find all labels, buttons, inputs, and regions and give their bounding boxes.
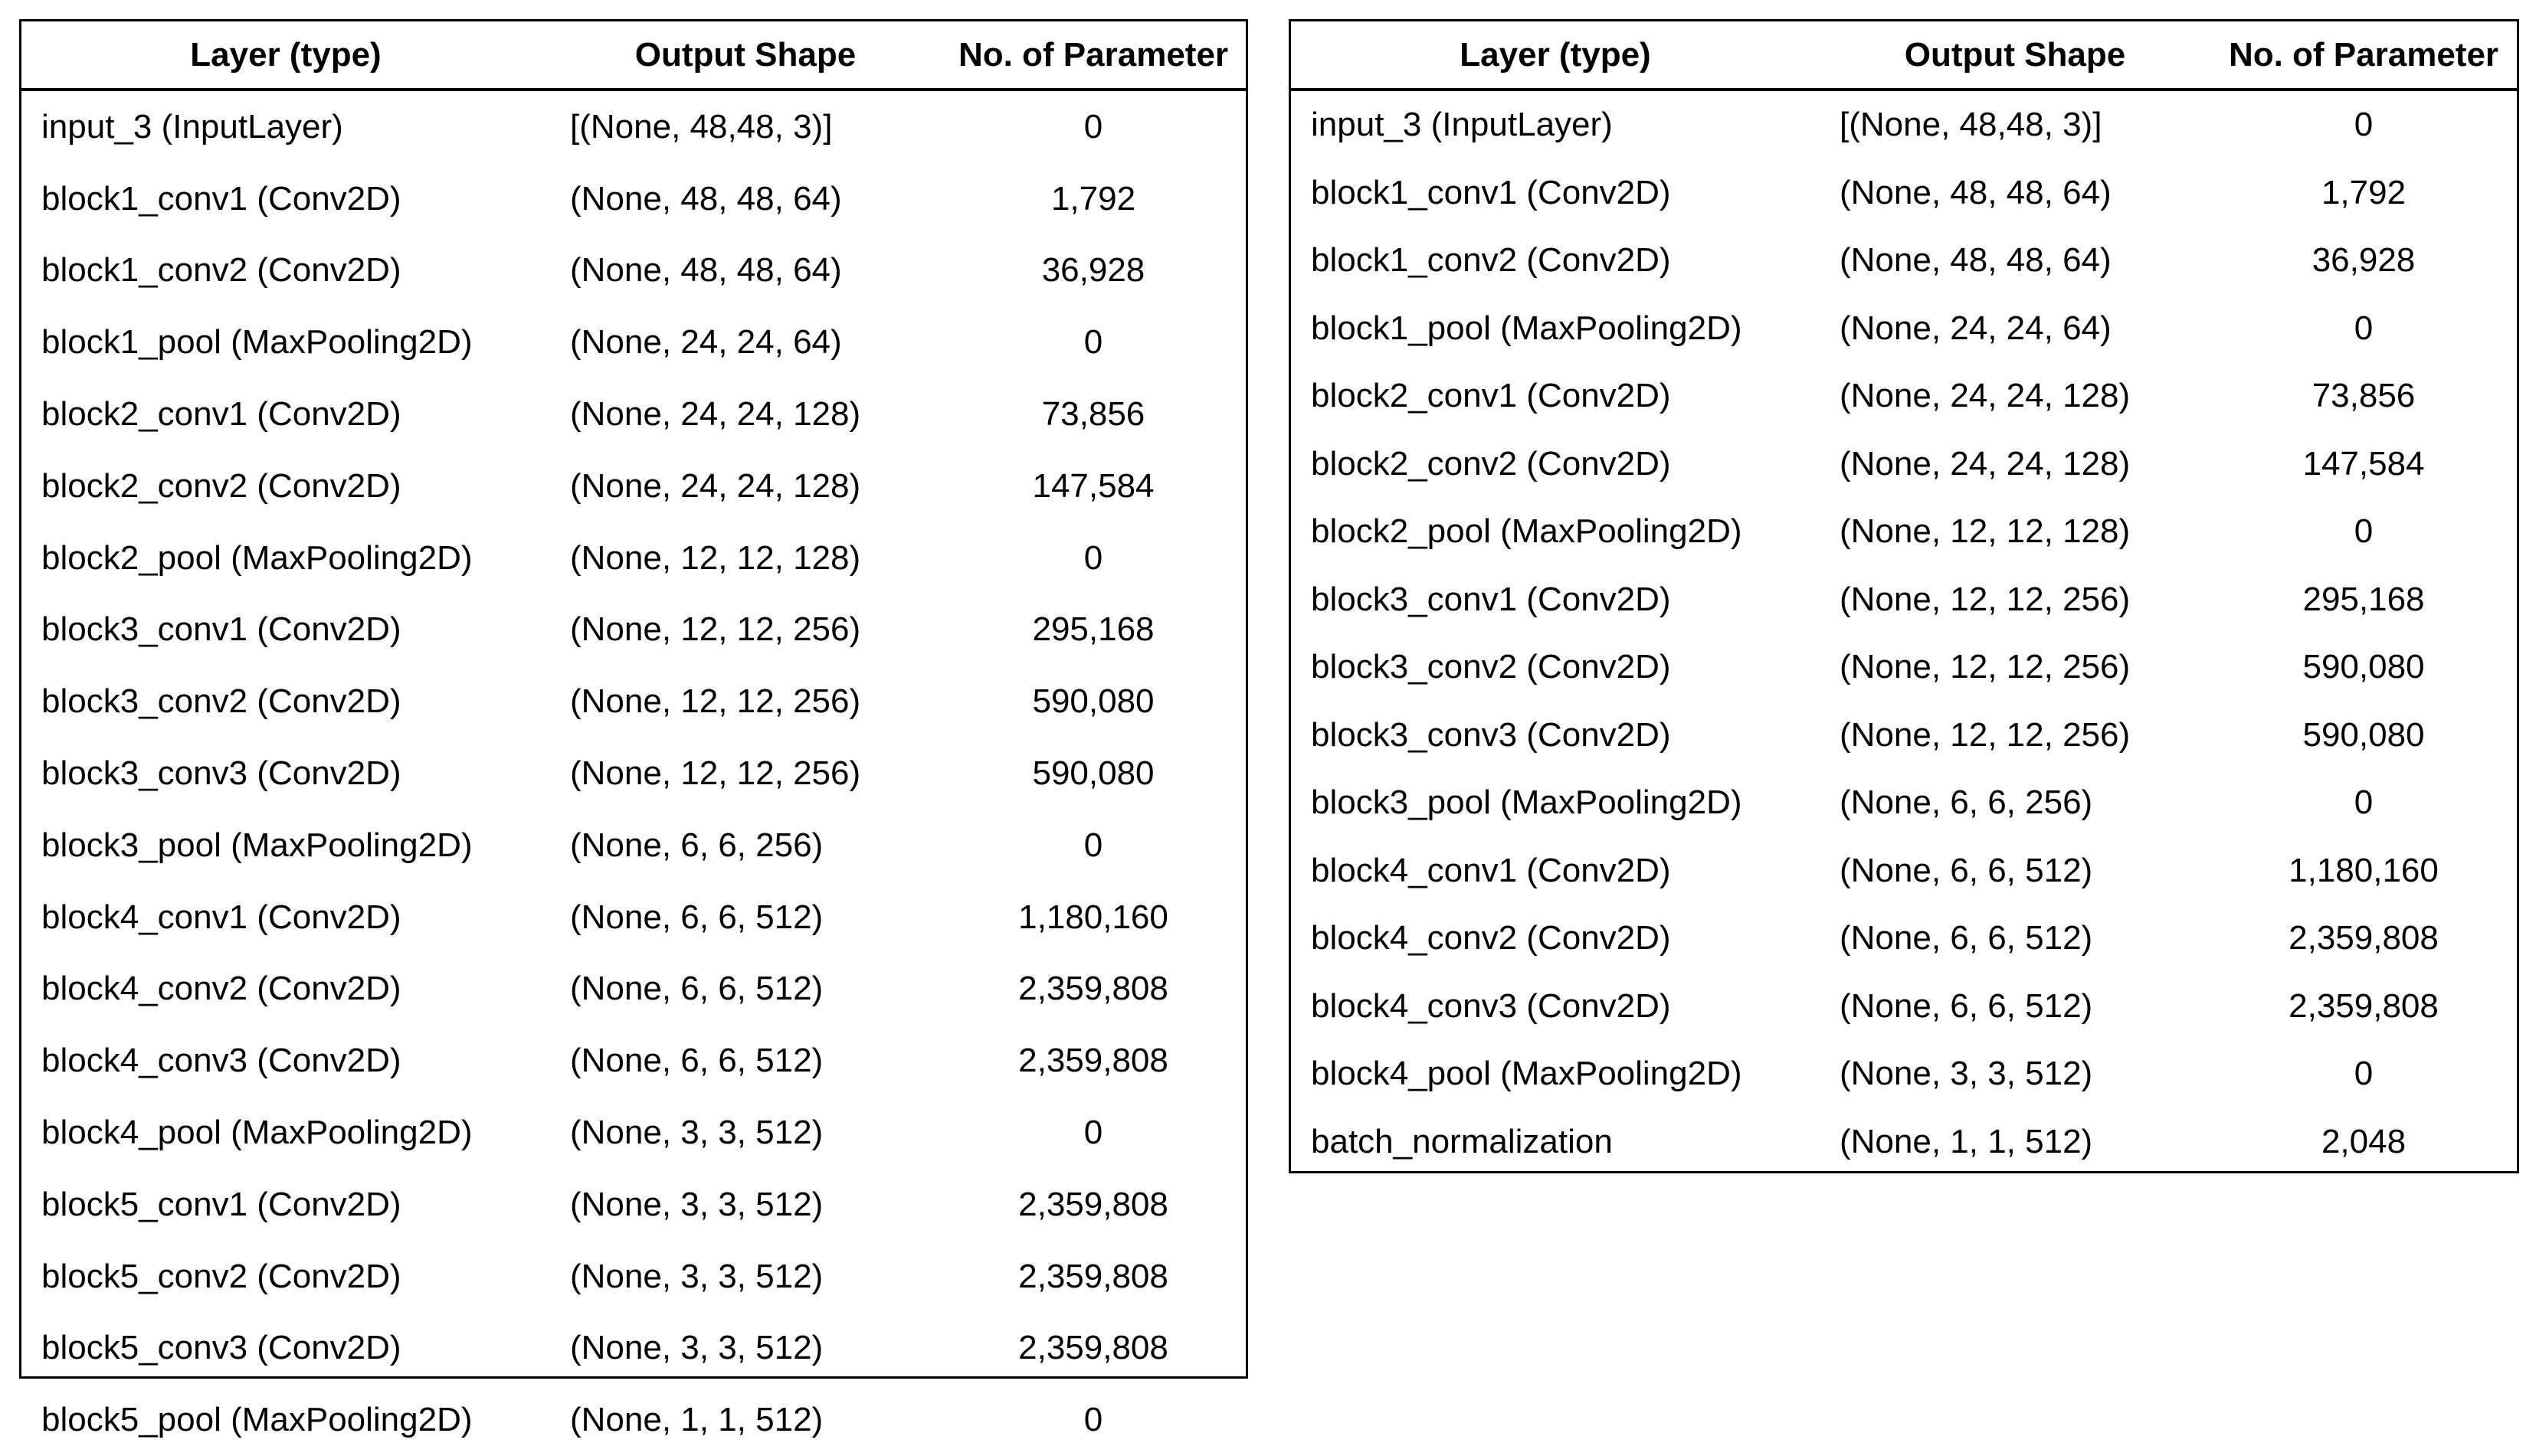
table-row (1291, 905, 2517, 973)
layer-name: block1_conv2 (Conv2D) (41, 251, 401, 290)
table-row (1291, 633, 2517, 702)
layer-name: block1_pool (MaxPooling2D) (41, 323, 473, 362)
header-parameters: No. of Parameter (958, 35, 1229, 74)
param-count: 36,928 (2312, 241, 2416, 280)
output-shape: (None, 12, 12, 256) (1840, 580, 2131, 618)
param-count: 147,584 (2302, 444, 2425, 483)
output-shape: (None, 12, 12, 256) (570, 610, 861, 649)
table-row (21, 666, 1246, 738)
header-parameters: No. of Parameter (2228, 35, 2499, 74)
layer-name: block1_conv1 (Conv2D) (1311, 173, 1671, 211)
table-row (21, 1097, 1246, 1169)
layer-name: block2_pool (MaxPooling2D) (1311, 512, 1742, 551)
param-count: 147,584 (1032, 466, 1155, 505)
layer-name: block2_pool (MaxPooling2D) (41, 538, 473, 577)
table-row (21, 1169, 1246, 1241)
table-row (21, 306, 1246, 378)
output-shape: (None, 3, 3, 512) (570, 1329, 824, 1367)
param-count: 0 (2354, 784, 2374, 822)
header-layer-type: Layer (type) (190, 35, 382, 74)
layer-name: block3_conv1 (Conv2D) (41, 610, 401, 649)
param-count: 295,168 (1032, 610, 1155, 649)
layer-name: block4_conv2 (Conv2D) (1311, 919, 1671, 957)
layer-name: block5_conv2 (Conv2D) (41, 1257, 401, 1295)
output-shape: (None, 6, 6, 256) (1840, 784, 2093, 822)
layer-name: input_3 (InputLayer) (41, 107, 343, 146)
layer-name: block4_conv2 (Conv2D) (41, 970, 401, 1008)
layer-name: block5_pool (MaxPooling2D) (41, 1401, 473, 1439)
table-header (21, 21, 1246, 91)
layer-name: block5_conv3 (Conv2D) (41, 1329, 401, 1367)
output-shape: (None, 12, 12, 128) (1840, 512, 2131, 551)
table-row (21, 882, 1246, 954)
table-row (21, 594, 1246, 666)
output-shape: (None, 6, 6, 512) (570, 970, 824, 1008)
right-model-summary-table (1289, 19, 2519, 1173)
param-count: 0 (1083, 107, 1103, 146)
output-shape: (None, 12, 12, 256) (1840, 715, 2131, 754)
header-output-shape: Output Shape (1904, 35, 2126, 74)
param-count: 0 (1083, 538, 1103, 577)
table-row (21, 810, 1246, 882)
layer-name: block3_conv3 (Conv2D) (1311, 715, 1671, 754)
output-shape: (None, 6, 6, 512) (1840, 851, 2093, 889)
param-count: 0 (1083, 826, 1103, 864)
table-row (1291, 769, 2517, 837)
table-row (21, 450, 1246, 522)
table-row (21, 1313, 1246, 1385)
layer-name: block2_conv1 (Conv2D) (41, 395, 401, 434)
output-shape: (None, 24, 24, 128) (570, 395, 861, 434)
output-shape: (None, 12, 12, 128) (570, 538, 861, 577)
param-count: 2,048 (2321, 1122, 2407, 1160)
param-count: 590,080 (1032, 682, 1155, 721)
param-count: 1,180,160 (1018, 898, 1168, 936)
param-count: 2,359,808 (1018, 1257, 1168, 1295)
param-count: 2,359,808 (1018, 1042, 1168, 1080)
output-shape: (None, 3, 3, 512) (1840, 1055, 2093, 1093)
layer-name: block1_conv2 (Conv2D) (1311, 241, 1671, 280)
output-shape: (None, 3, 3, 512) (570, 1185, 824, 1223)
output-shape: (None, 48, 48, 64) (570, 251, 842, 290)
layer-name: block2_conv1 (Conv2D) (1311, 377, 1671, 415)
table-row (1291, 1108, 2517, 1176)
layer-name: block5_conv1 (Conv2D) (41, 1185, 401, 1223)
param-count: 0 (2354, 309, 2374, 347)
param-count: 295,168 (2302, 580, 2425, 618)
layer-name: block4_conv3 (Conv2D) (41, 1042, 401, 1080)
param-count: 0 (1083, 1401, 1103, 1439)
table-row (1291, 702, 2517, 770)
output-shape: (None, 24, 24, 64) (1840, 309, 2112, 347)
layer-name: block3_pool (MaxPooling2D) (41, 826, 473, 864)
table-row (21, 1025, 1246, 1097)
param-count: 2,359,808 (1018, 1185, 1168, 1223)
param-count: 2,359,808 (1018, 970, 1168, 1008)
table-row (1291, 430, 2517, 499)
table-row (1291, 498, 2517, 566)
table-header (1291, 21, 2517, 91)
param-count: 1,792 (1050, 179, 1136, 218)
table-row (1291, 91, 2517, 159)
output-shape: (None, 12, 12, 256) (570, 754, 861, 793)
layer-name: block3_conv2 (Conv2D) (1311, 648, 1671, 686)
param-count: 590,080 (2302, 715, 2425, 754)
table-row (1291, 159, 2517, 227)
param-count: 73,856 (1041, 395, 1145, 434)
table-row (1291, 295, 2517, 363)
output-shape: (None, 3, 3, 512) (570, 1257, 824, 1295)
layer-name: block4_pool (MaxPooling2D) (41, 1114, 473, 1152)
param-count: 590,080 (2302, 648, 2425, 686)
output-shape: (None, 6, 6, 512) (570, 898, 824, 936)
output-shape: (None, 6, 6, 512) (1840, 986, 2093, 1025)
layer-name: batch_normalization (1311, 1122, 1613, 1160)
layer-name: input_3 (InputLayer) (1311, 106, 1613, 144)
table-row (1291, 837, 2517, 905)
param-count: 36,928 (1041, 251, 1145, 290)
output-shape: (None, 24, 24, 128) (1840, 377, 2131, 415)
param-count: 73,856 (2312, 377, 2416, 415)
param-count: 0 (2354, 1055, 2374, 1093)
output-shape: (None, 12, 12, 256) (570, 682, 861, 721)
layer-name: block2_conv2 (Conv2D) (1311, 444, 1671, 483)
output-shape: (None, 24, 24, 128) (1840, 444, 2131, 483)
output-shape: (None, 12, 12, 256) (1840, 648, 2131, 686)
table-row (21, 522, 1246, 594)
param-count: 1,792 (2321, 173, 2407, 211)
layer-name: block3_conv2 (Conv2D) (41, 682, 401, 721)
header-output-shape: Output Shape (634, 35, 857, 74)
layer-name: block4_conv1 (Conv2D) (41, 898, 401, 936)
param-count: 1,180,160 (2289, 851, 2439, 889)
layer-name: block3_pool (MaxPooling2D) (1311, 784, 1742, 822)
table-row (21, 91, 1246, 163)
layer-name: block4_pool (MaxPooling2D) (1311, 1055, 1742, 1093)
param-count: 2,359,808 (2289, 986, 2439, 1025)
output-shape: (None, 24, 24, 128) (570, 466, 861, 505)
output-shape: (None, 24, 24, 64) (570, 323, 842, 362)
table-row (21, 235, 1246, 307)
param-count: 590,080 (1032, 754, 1155, 793)
output-shape: (None, 48, 48, 64) (570, 179, 842, 218)
param-count: 0 (2354, 106, 2374, 144)
layer-name: block3_conv3 (Conv2D) (41, 754, 401, 793)
table-row (1291, 973, 2517, 1041)
table-row (21, 738, 1246, 810)
output-shape: [(None, 48,48, 3)] (570, 107, 833, 146)
layer-name: block4_conv1 (Conv2D) (1311, 851, 1671, 889)
table-row (21, 954, 1246, 1026)
table-row (21, 378, 1246, 450)
layer-name: block1_pool (MaxPooling2D) (1311, 309, 1742, 347)
output-shape: (None, 3, 3, 512) (570, 1114, 824, 1152)
layer-name: block3_conv1 (Conv2D) (1311, 580, 1671, 618)
header-layer-type: Layer (type) (1460, 35, 1651, 74)
layer-name: block2_conv2 (Conv2D) (41, 466, 401, 505)
output-shape: [(None, 48,48, 3)] (1840, 106, 2102, 144)
output-shape: (None, 6, 6, 512) (1840, 919, 2093, 957)
output-shape: (None, 1, 1, 512) (570, 1401, 824, 1439)
layer-name: block1_conv1 (Conv2D) (41, 179, 401, 218)
table-row (21, 1384, 1246, 1456)
output-shape: (None, 6, 6, 256) (570, 826, 824, 864)
output-shape: (None, 48, 48, 64) (1840, 173, 2112, 211)
table-row (1291, 566, 2517, 634)
param-count: 2,359,808 (1018, 1329, 1168, 1367)
table-row (1291, 227, 2517, 295)
table-row (1291, 362, 2517, 430)
param-count: 0 (1083, 323, 1103, 362)
param-count: 0 (2354, 512, 2374, 551)
left-model-summary-table (19, 19, 1248, 1439)
output-shape: (None, 48, 48, 64) (1840, 241, 2112, 280)
param-count: 2,359,808 (2289, 919, 2439, 957)
output-shape: (None, 6, 6, 512) (570, 1042, 824, 1080)
param-count: 0 (1083, 1114, 1103, 1152)
table-row (1291, 1040, 2517, 1108)
layer-name: block4_conv3 (Conv2D) (1311, 986, 1671, 1025)
table-row (21, 1241, 1246, 1313)
output-shape: (None, 1, 1, 512) (1840, 1122, 2093, 1160)
table-row (21, 163, 1246, 235)
